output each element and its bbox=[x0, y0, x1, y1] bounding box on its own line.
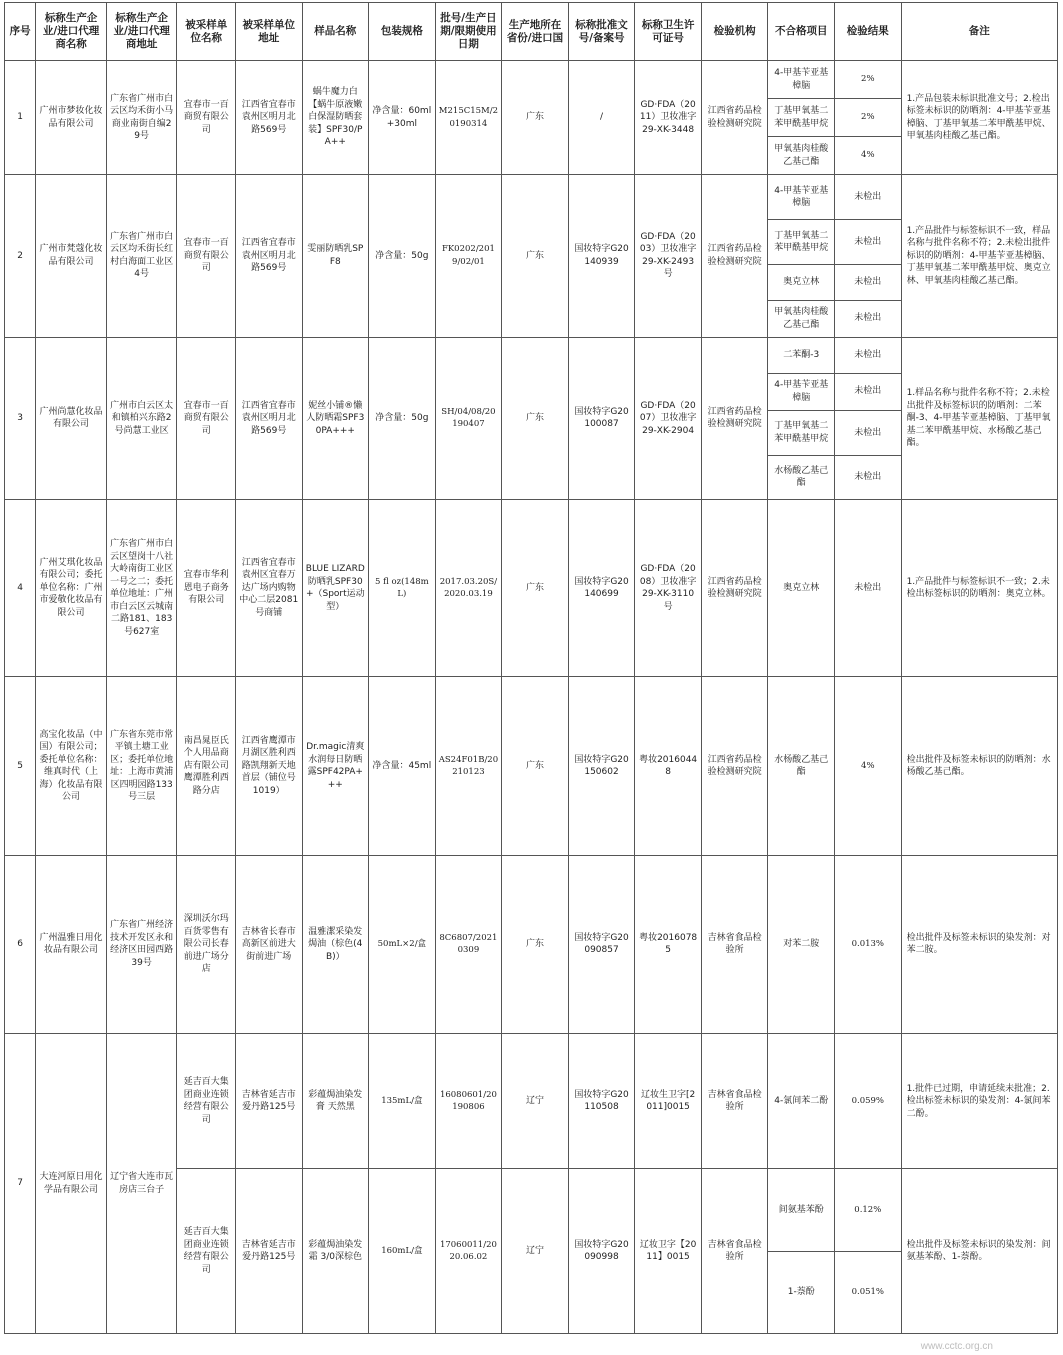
cell-batch: SH/04/08/20190407 bbox=[435, 337, 502, 499]
cell-lab: 江西省药品检验检测研究院 bbox=[701, 677, 768, 855]
cell-product: 妮丝小铺®懒人防晒霜SPF30PA+++ bbox=[302, 337, 369, 499]
cell-lab: 吉林省食品检验所 bbox=[701, 1034, 768, 1169]
cell-approval: 国妆特字G20150602 bbox=[568, 677, 635, 855]
cell-result: 未检出 bbox=[835, 175, 902, 220]
cell-item: 丁基甲氧基二苯甲酰基甲烷 bbox=[768, 220, 835, 265]
cell-mfr-name: 广州艾琪化妆品有限公司；委托单位名称：广州市爱敬化妆品有限公司 bbox=[36, 499, 107, 676]
cell-item: 对苯二胺 bbox=[768, 855, 835, 1033]
col-header-spec: 包装规格 bbox=[369, 3, 436, 61]
cell-seq: 7 bbox=[5, 1034, 36, 1334]
table-row bbox=[5, 499, 1058, 676]
cell-result: 未检出 bbox=[835, 337, 902, 373]
cell-origin: 广东 bbox=[502, 499, 569, 676]
cell-lab: 吉林省食品检验所 bbox=[701, 1169, 768, 1334]
cell-result: 未检出 bbox=[835, 373, 902, 410]
cell-batch: 17060011/2020.06.02 bbox=[435, 1169, 502, 1334]
cell-mfr-addr: 广州市白云区太和镇柏兴东路2号尚慧工业区 bbox=[106, 337, 177, 499]
cell-batch: 16080601/20190806 bbox=[435, 1034, 502, 1169]
cell-result: 未检出 bbox=[835, 455, 902, 499]
cell-sampled-addr: 江西省宜春市袁州区明月北路569号 bbox=[235, 61, 302, 175]
cell-origin: 广东 bbox=[502, 61, 569, 175]
table-row bbox=[5, 677, 1058, 855]
cell-origin: 辽宁 bbox=[502, 1034, 569, 1169]
cell-item: 4-甲基苄亚基樟脑 bbox=[768, 61, 835, 99]
cell-spec: 50mL×2/盒 bbox=[369, 855, 436, 1033]
col-header-sampled-name: 被采样单位名称 bbox=[177, 3, 236, 61]
cell-lab: 吉林省食品检验所 bbox=[701, 855, 768, 1033]
cell-license: GD·FDA（2008）卫妆准字29-XK-3110号 bbox=[635, 499, 702, 676]
cell-spec: 135mL/盒 bbox=[369, 1034, 436, 1169]
cell-mfr-name: 大连河原日用化学品有限公司 bbox=[36, 1034, 107, 1334]
cell-mfr-addr: 广东省东莞市常平镇土塘工业区；委托单位地址：上海市黄浦区四明园路133号三层 bbox=[106, 677, 177, 855]
cell-item: 4-甲基苄亚基樟脑 bbox=[768, 175, 835, 220]
cell-note: 1.产品批件与标签标识不一致，样品名称与批件名称不符；2.未检出批件标识的防晒剂：4-甲基苄亚基樟脑、丁基甲氧基二苯甲酰基甲烷、奥克立林、甲氧基肉桂酸乙基己酯。 bbox=[901, 175, 1057, 337]
cell-item: 奥克立林 bbox=[768, 265, 835, 300]
col-header-batch: 批号/生产日期/限期使用日期 bbox=[435, 3, 502, 61]
cell-sampled-name: 宜春市华利恩电子商务有限公司 bbox=[177, 499, 236, 676]
cell-sampled-name: 宜春市一百商贸有限公司 bbox=[177, 61, 236, 175]
cell-license: GD·FDA（2003）卫妆准字29-XK-2493号 bbox=[635, 175, 702, 337]
cell-sampled-addr: 江西省宜春市袁州区明月北路569号 bbox=[235, 337, 302, 499]
cell-note: 检出批件及标签未标识的染发剂：间氨基苯酚、1-萘酚。 bbox=[901, 1169, 1057, 1334]
cell-approval: 国妆特字G20090857 bbox=[568, 855, 635, 1033]
cell-item: 甲氧基肉桂酸乙基己酯 bbox=[768, 300, 835, 337]
col-header-origin: 生产地所在省份/进口国 bbox=[502, 3, 569, 61]
cell-result: 0.013% bbox=[835, 855, 902, 1033]
cell-item: 二苯酮-3 bbox=[768, 337, 835, 373]
cell-item: 间氨基苯酚 bbox=[768, 1169, 835, 1251]
cell-lab: 江西省药品检验检测研究院 bbox=[701, 337, 768, 499]
cell-license: 辽妆卫字【2011】0015 bbox=[635, 1169, 702, 1334]
cell-sampled-addr: 江西省宜春市袁州区宜春万达广场内购物中心二层2081号商铺 bbox=[235, 499, 302, 676]
cell-mfr-addr: 广东省广州经济技术开发区永和经济区田园西路39号 bbox=[106, 855, 177, 1033]
cell-item: 4-氯间苯二酚 bbox=[768, 1034, 835, 1169]
cell-batch: 8C6807/20210309 bbox=[435, 855, 502, 1033]
col-header-license: 标称卫生许可证号 bbox=[635, 3, 702, 61]
col-header-items: 不合格项目 bbox=[768, 3, 835, 61]
cell-approval: / bbox=[568, 61, 635, 175]
cell-approval: 国妆特字G20110508 bbox=[568, 1034, 635, 1169]
cell-license: 辽妆生卫字[2011]0015 bbox=[635, 1034, 702, 1169]
col-header-approval: 标称批准文号/备案号 bbox=[568, 3, 635, 61]
table-row bbox=[5, 855, 1058, 1033]
cell-item: 水杨酸乙基己酯 bbox=[768, 455, 835, 499]
cell-seq: 4 bbox=[5, 499, 36, 676]
cell-result: 2% bbox=[835, 99, 902, 137]
col-header-sampled-addr: 被采样单位地址 bbox=[235, 3, 302, 61]
cell-sampled-name: 南昌晁臣氏个人用品商店有限公司鹰潭胜利西路分店 bbox=[177, 677, 236, 855]
cell-seq: 3 bbox=[5, 337, 36, 499]
cell-seq: 6 bbox=[5, 855, 36, 1033]
cell-sampled-name: 深圳沃尔玛百货零售有限公司长春前进广场分店 bbox=[177, 855, 236, 1033]
cell-license: 粤妆20160785 bbox=[635, 855, 702, 1033]
cell-product: 雯丽防晒乳SPF8 bbox=[302, 175, 369, 337]
cell-mfr-addr: 辽宁省大连市瓦房店三台子 bbox=[106, 1034, 177, 1334]
cell-seq: 5 bbox=[5, 677, 36, 855]
cell-item: 水杨酸乙基己酯 bbox=[768, 677, 835, 855]
cell-spec: 净含量：60ml+30ml bbox=[369, 61, 436, 175]
cell-seq: 1 bbox=[5, 61, 36, 175]
cell-origin: 广东 bbox=[502, 337, 569, 499]
cell-mfr-addr: 广东省广州市白云区望岗十八社大岭南街工业区一号之二；委托单位地址：广州市白云区云城南二路181、183号627室 bbox=[106, 499, 177, 676]
col-header-lab: 检验机构 bbox=[701, 3, 768, 61]
cell-note: 检出批件及标签未标识的防晒剂：水杨酸乙基己酯。 bbox=[901, 677, 1057, 855]
cell-sampled-addr: 吉林省延吉市爱丹路125号 bbox=[235, 1169, 302, 1334]
cell-spec: 160mL/盒 bbox=[369, 1169, 436, 1334]
cell-result: 未检出 bbox=[835, 220, 902, 265]
cell-lab: 江西省药品检验检测研究院 bbox=[701, 175, 768, 337]
cell-spec: 净含量：50g bbox=[369, 175, 436, 337]
cell-approval: 国妆特字G20100087 bbox=[568, 337, 635, 499]
cell-item: 4-甲基苄亚基樟脑 bbox=[768, 373, 835, 410]
cell-product: 蜗牛魔力白【蜗牛原液嫩白保湿防晒套装】SPF30/PA++ bbox=[302, 61, 369, 175]
cell-mfr-addr: 广东省广州市白云区均禾街小马商业南街自编29号 bbox=[106, 61, 177, 175]
cell-item: 甲氧基肉桂酸乙基己酯 bbox=[768, 137, 835, 175]
cell-note: 1.产品包装未标识批准文号；2.检出标签未标识的防晒剂：4-甲基苄亚基樟脑、丁基甲氧基二苯甲酰基甲烷、甲氧基肉桂酸乙基己酯。 bbox=[901, 61, 1057, 175]
cell-product: 彩蕴焗油染发膏 天然黑 bbox=[302, 1034, 369, 1169]
cell-origin: 辽宁 bbox=[502, 1169, 569, 1334]
cell-sampled-name: 延吉百大集团商业连锁经营有限公司 bbox=[177, 1034, 236, 1169]
cell-sampled-addr: 江西省宜春市袁州区明月北路569号 bbox=[235, 175, 302, 337]
cell-result: 未检出 bbox=[835, 499, 902, 676]
cell-sampled-addr: 吉林省延吉市爱丹路125号 bbox=[235, 1034, 302, 1169]
cell-batch: FK0202/2019/02/01 bbox=[435, 175, 502, 337]
col-header-mfr-name: 标称生产企业/进口代理商名称 bbox=[36, 3, 107, 61]
cell-result: 2% bbox=[835, 61, 902, 99]
table-row bbox=[5, 61, 1058, 99]
watermark-text: www.cctc.org.cn bbox=[920, 1341, 993, 1352]
cell-mfr-addr: 广东省广州市白云区均禾街长红村白海面工业区4号 bbox=[106, 175, 177, 337]
cell-result: 4% bbox=[835, 137, 902, 175]
cell-lab: 江西省药品检验检测研究院 bbox=[701, 61, 768, 175]
header-row bbox=[5, 3, 1058, 61]
cell-item: 丁基甲氧基二苯甲酰基甲烷 bbox=[768, 99, 835, 137]
cell-approval: 国妆特字G20090998 bbox=[568, 1169, 635, 1334]
cell-mfr-name: 高宝化妆品（中国）有限公司；委托单位名称：维真时代（上海）化妆品有限公司 bbox=[36, 677, 107, 855]
cell-sampled-addr: 江西省鹰潭市月湖区胜利西路凯翔新天地首层（铺位号1019） bbox=[235, 677, 302, 855]
cell-note: 1.产品批件与标签标识不一致；2.未检出标签标识的防晒剂：奥克立林。 bbox=[901, 499, 1057, 676]
col-header-mfr-addr: 标称生产企业/进口代理商地址 bbox=[106, 3, 177, 61]
cell-note: 1.样品名称与批件名称不符；2.未检出批件及标签标识的防晒剂：二苯酮-3、4-甲基苄亚基樟脑、丁基甲氧基二苯甲酰基甲烷、水杨酸乙基己酯。 bbox=[901, 337, 1057, 499]
cell-spec: 净含量：45ml bbox=[369, 677, 436, 855]
cell-sampled-addr: 吉林省长春市高新区前进大街前进广场 bbox=[235, 855, 302, 1033]
cell-sampled-name: 宜春市一百商贸有限公司 bbox=[177, 337, 236, 499]
cell-license: 粤妆20160448 bbox=[635, 677, 702, 855]
cell-origin: 广东 bbox=[502, 175, 569, 337]
cell-item: 丁基甲氧基二苯甲酰基甲烷 bbox=[768, 410, 835, 455]
cell-sampled-name: 延吉百大集团商业连锁经营有限公司 bbox=[177, 1169, 236, 1334]
cell-product: Dr.magic清爽水润每日防晒露SPF42PA+++ bbox=[302, 677, 369, 855]
cell-mfr-name: 广州市梦妆化妆品有限公司 bbox=[36, 61, 107, 175]
cell-mfr-name: 广州市梵蔻化妆品有限公司 bbox=[36, 175, 107, 337]
cell-origin: 广东 bbox=[502, 677, 569, 855]
cell-item: 1-萘酚 bbox=[768, 1251, 835, 1333]
cell-note: 1.批件已过期，申请延续未批准；2.检出标签未标识的染发剂：4-氯间苯二酚。 bbox=[901, 1034, 1057, 1169]
cell-mfr-name: 广州温雅日用化妆品有限公司 bbox=[36, 855, 107, 1033]
cell-seq: 2 bbox=[5, 175, 36, 337]
cell-lab: 江西省药品检验检测研究院 bbox=[701, 499, 768, 676]
cell-batch: AS24F01B/20210123 bbox=[435, 677, 502, 855]
cell-item: 奥克立林 bbox=[768, 499, 835, 676]
cell-approval: 国妆特字G20140699 bbox=[568, 499, 635, 676]
cell-spec: 5 fl oz(148mL) bbox=[369, 499, 436, 676]
table-row bbox=[5, 175, 1058, 220]
cell-license: GD·FDA（2007）卫妆准字29-XK-2904 bbox=[635, 337, 702, 499]
cell-spec: 净含量：50g bbox=[369, 337, 436, 499]
cell-product: 彩蕴焗油染发霜 3/0深棕色 bbox=[302, 1169, 369, 1334]
col-header-result: 检验结果 bbox=[835, 3, 902, 61]
cell-note: 检出批件及标签未标识的染发剂：对苯二胺。 bbox=[901, 855, 1057, 1033]
cell-result: 未检出 bbox=[835, 300, 902, 337]
cell-result: 未检出 bbox=[835, 410, 902, 455]
cell-product: BLUE LIZARD防晒乳SPF30+（Sport运动型） bbox=[302, 499, 369, 676]
cell-batch: 2017.03.20S/2020.03.19 bbox=[435, 499, 502, 676]
cell-mfr-name: 广州尚慧化妆品有限公司 bbox=[36, 337, 107, 499]
cell-batch: M215C15M/20190314 bbox=[435, 61, 502, 175]
cell-license: GD·FDA（2011）卫妆准字29-XK-3448 bbox=[635, 61, 702, 175]
cell-result: 0.12% bbox=[835, 1169, 902, 1251]
cell-result: 0.059% bbox=[835, 1034, 902, 1169]
cell-origin: 广东 bbox=[502, 855, 569, 1033]
col-header-product: 样品名称 bbox=[302, 3, 369, 61]
cell-product: 温雅潔采染发焗油（棕色(4B)） bbox=[302, 855, 369, 1033]
col-header-note: 备注 bbox=[901, 3, 1057, 61]
col-header-seq: 序号 bbox=[5, 3, 36, 61]
inspection-table bbox=[4, 2, 1058, 1334]
cell-result: 4% bbox=[835, 677, 902, 855]
cell-result: 0.051% bbox=[835, 1251, 902, 1333]
table-row bbox=[5, 1034, 1058, 1169]
cell-approval: 国妆特字G20140939 bbox=[568, 175, 635, 337]
cell-result: 未检出 bbox=[835, 265, 902, 300]
cell-sampled-name: 宜春市一百商贸有限公司 bbox=[177, 175, 236, 337]
table-row bbox=[5, 337, 1058, 373]
